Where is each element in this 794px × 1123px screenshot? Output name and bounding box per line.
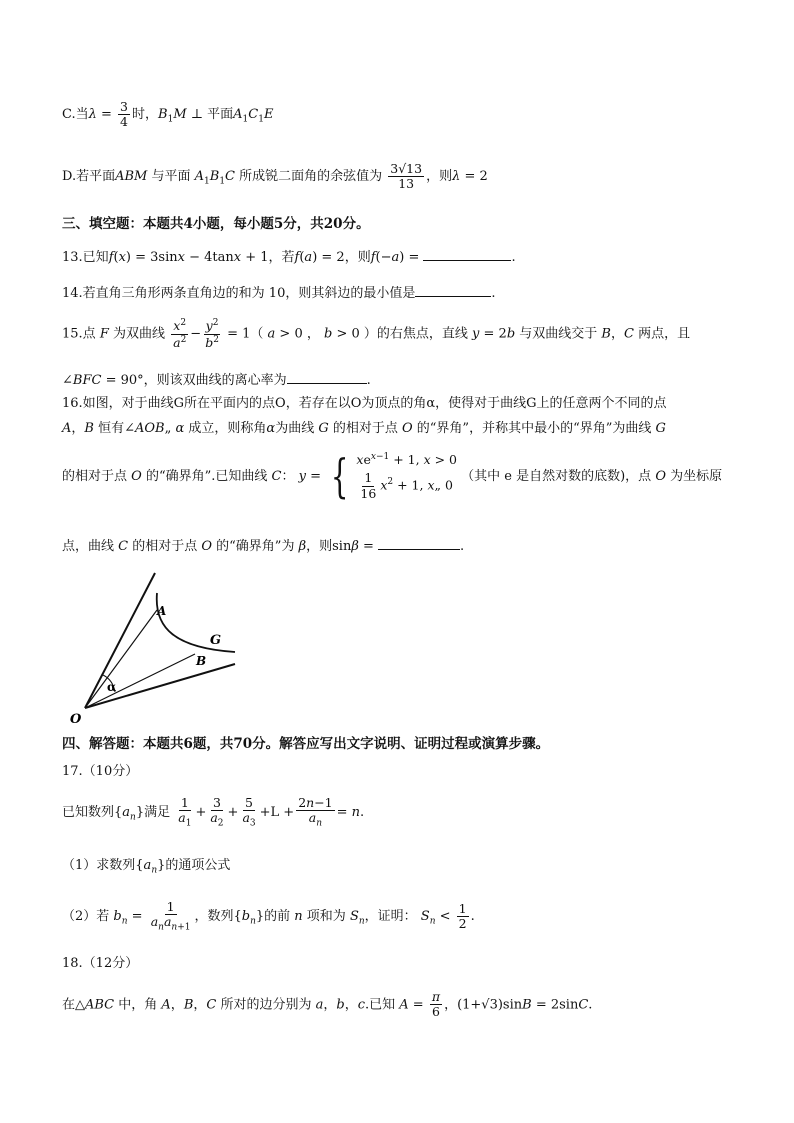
question-17-part-2: （2）若 $b_n$ = $\frac{1}{a_na_{n+1}}$ ，数列$\{b_n\}$的前 n 项和为 $S_n$，证明： $S_n$ < $\frac{1}{2}$ . [62,899,475,933]
question-16-line-2: A，B 恒有∠AOB„ α 成立，则称角α为曲线 G 的相对于点 O 的“界角”，并称其中最小的“界角”为曲线 G [62,421,666,436]
label-alpha: α [107,680,117,694]
question-15-line-2: ∠BFC = 90°，则该双曲线的离心率为 . [62,373,371,388]
label-o: O [70,712,82,727]
question-16-line-1: 16.如图，对于曲线G所在平面内的点O，若存在以O为顶点的角α，使得对于曲线G上的任意两个不同的点 [62,396,667,411]
option-c-text: C.当λ = $\frac{3}{4}$ 时，$B_1M$ ⊥ 平面$A_1C_1E$ [62,99,274,130]
label-b: B [196,654,207,668]
question-16-line-4: 点，曲线 C 的相对于点 O 的“确界角”为 β，则sinβ = . [62,539,465,554]
section-4-heading: 四、解答题：本题共6题，共70分。解答应写出文字说明、证明过程或演算步骤。 [62,736,550,752]
label-a: A [157,604,167,618]
question-17-body: 已知数列$\{a_n\}$满足 $\frac{1}{a_1}$ + $\frac{3}{a_2}$ + $\frac{5}{a_3}$ +L + $\frac{2n-1}{a_n}$ = n. [62,795,365,829]
segment-oa [85,610,157,708]
question-18-heading: 18.（12分） [62,956,139,971]
section-3-heading: 三、填空题：本题共4小题，每小题5分，共20分。 [62,216,370,232]
piecewise-function: { $xe^{x-1} + 1$, x > 0 $\frac{1}{16}$ $x^2 + 1$, x„ 0 [330,449,458,504]
option-d: D.若平面ABM 与平面 $A_1B_1C$ 所成锐二面角的余弦值为 $\frac{3√13}{13}$ ，则λ = 2 [62,161,488,192]
question-17-heading: 17.（10分） [62,764,139,779]
option-c [62,100,273,130]
curve-g [157,593,235,652]
curve-figure [60,568,250,728]
question-16-line-3: 的相对于点 O 的“确界角”.已知曲线 C： y = { $xe^{x-1} + 1$, x > 0 $\frac{1}{16}$ $x^2 + 1$, x„ 0 （其中 e 是自然对数的底数)，点 O 为坐标原 [62,449,723,504]
question-18-body: 在△ABC 中，角 A，B，C 所对的边分别为 a，b，c.已知 A = $\frac{\pi}{6}$ ，(1+√3)sinB = 2sinC. [62,989,593,1020]
question-17-part-1: （1）求数列$\{a_n\}$的通项公式 [62,858,231,876]
upper-ray [85,573,155,708]
question-15-line-1: 15.点 F 为双曲线 $\frac{x^2}{a^2}$ − $\frac{y^2}{b^2}$ = 1（ a > 0 ， b > 0 ）的右焦点，直线 y = 2b 与双曲线交于 B，C 两点，且 [62,318,691,350]
question-14: 14.若直角三角形两条直角边的和为 10，则其斜边的最小值是 . [62,286,496,301]
question-13: 13.已知f(x) = 3sinx − 4tanx + 1，若f(a) = 2，则f(−a) = . [62,250,516,265]
label-g: G [210,633,222,648]
